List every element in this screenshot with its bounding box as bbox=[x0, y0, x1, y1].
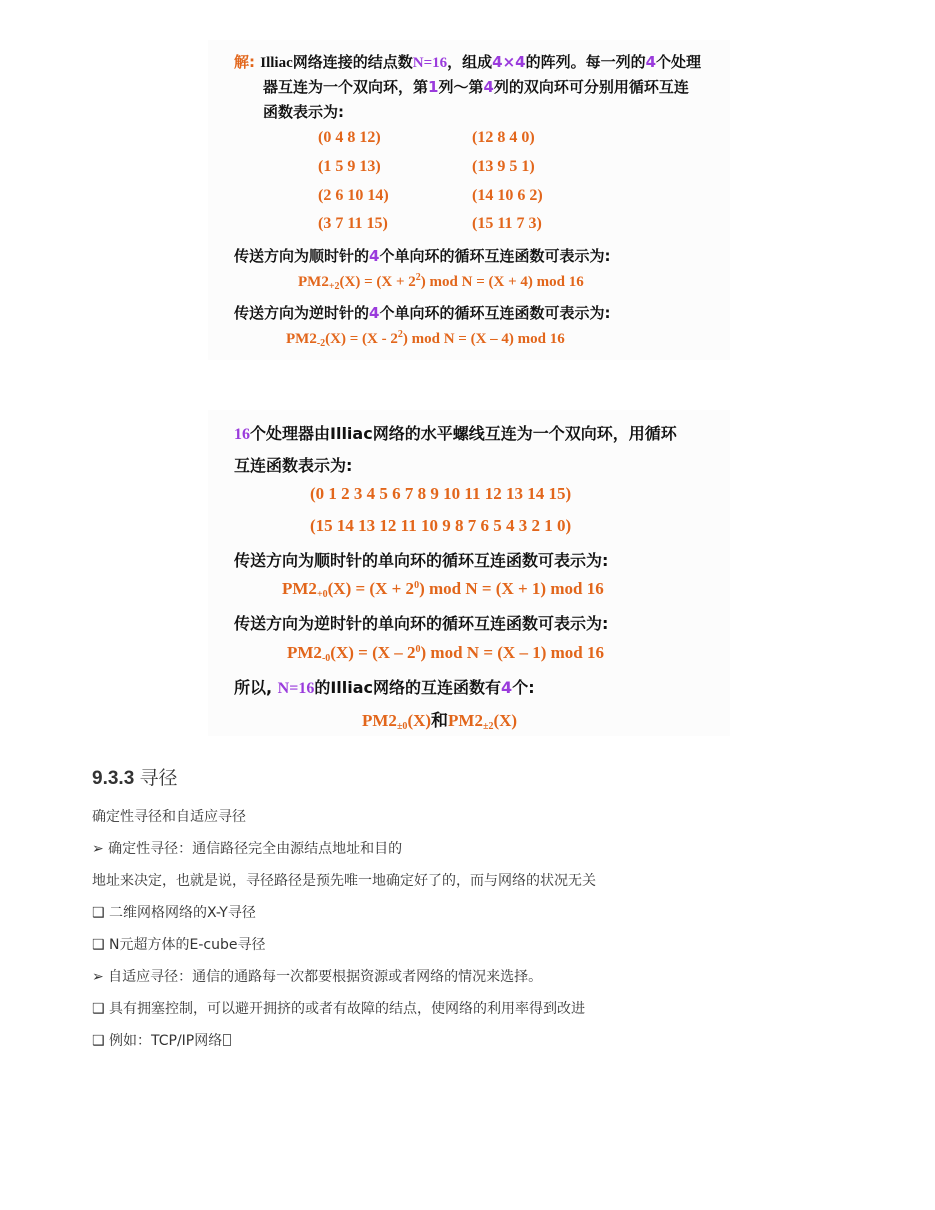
concl-four: 4 bbox=[501, 678, 513, 697]
s2-f2-name: PM2 bbox=[287, 643, 322, 662]
f2-name: PM2 bbox=[286, 331, 317, 347]
final-sub-b: ±2 bbox=[482, 721, 494, 732]
intro-text-c: 的阵列。每一列的 bbox=[525, 53, 646, 71]
cw-four: 4 bbox=[369, 247, 380, 265]
s2-f1-sub: +0 bbox=[316, 589, 328, 600]
cw-text-a: 传送方向为顺时针的 bbox=[234, 247, 370, 265]
concl-text-c: 个: bbox=[512, 678, 535, 697]
s2-f1-name: PM2 bbox=[282, 579, 317, 598]
body-line-0: 确定性寻径和自适应寻径 bbox=[92, 809, 246, 825]
section-heading bbox=[92, 763, 178, 790]
clockwise-heading bbox=[234, 245, 610, 266]
f1-sup: 2 bbox=[415, 272, 421, 283]
spiral-clockwise-heading: 传送方向为顺时针的单向环的循环互连函数可表示为: bbox=[234, 551, 609, 570]
ccw-four: 4 bbox=[369, 304, 380, 322]
intro-text-a: Illiac网络连接的结点数 bbox=[260, 55, 413, 71]
cycle-left-3: (3 7 11 15) bbox=[318, 215, 388, 232]
body-line-6: ❑ 具有拥塞控制，可以避开拥挤的或者有故障的结点，使网络的利用率得到改进 bbox=[92, 1001, 585, 1017]
slide-image-illiac-columns bbox=[208, 40, 730, 360]
intro-line-3: 函数表示为: bbox=[263, 103, 344, 121]
ccw-text-a: 传送方向为逆时针的 bbox=[234, 304, 370, 322]
cycle-right-0: (12 8 4 0) bbox=[472, 129, 535, 146]
spiral-cycle-forward: (0 1 2 3 4 5 6 7 8 9 10 11 12 13 14 15) bbox=[310, 484, 572, 503]
f1-name: PM2 bbox=[298, 274, 329, 290]
body-line-5: ➢ 自适应寻径：通信的通路每一次都要根据资源或者网络的情况来选择。 bbox=[92, 969, 543, 985]
line2-one: 1 bbox=[428, 78, 439, 96]
solution-label: 解: bbox=[234, 53, 255, 71]
spiral-counterclockwise-heading: 传送方向为逆时针的单向环的循环互连函数可表示为: bbox=[234, 614, 609, 633]
intro-grid-size: 4×4 bbox=[492, 53, 526, 71]
s2-f1-part-b: ) mod N = (X + 1) mod 16 bbox=[419, 579, 604, 598]
s2-f1-part-a: (X) = (X + 2 bbox=[327, 579, 415, 598]
spiral-cycle-backward: (15 14 13 12 11 10 9 8 7 6 5 4 3 2 1 0) bbox=[310, 516, 572, 535]
intro-four: 4 bbox=[645, 53, 657, 71]
f1-part-a: (X) = (X + 2 bbox=[339, 274, 416, 290]
final-x-a: (X) bbox=[407, 711, 432, 730]
conclusion-line bbox=[234, 675, 535, 698]
final-functions bbox=[362, 706, 517, 731]
body-line-7 bbox=[92, 1030, 231, 1050]
cycle-right-3: (15 11 7 3) bbox=[472, 215, 542, 232]
line2-text-c: 列的双向环可分别用循环互连 bbox=[493, 78, 689, 96]
intro-line-1 bbox=[234, 51, 701, 72]
body-line-3: ❑ 二维网格网络的X-Y寻径 bbox=[92, 905, 256, 921]
body-line-4: ❑ N元超方体的E-cube寻径 bbox=[92, 937, 266, 953]
final-pm2-a: PM2 bbox=[362, 711, 397, 730]
body-line-2: 地址来决定，也就是说，寻径路径是预先唯一地确定好了的，而与网络的状况无关 bbox=[92, 873, 596, 889]
intro-text-b: ，组成 bbox=[447, 53, 493, 71]
s2-f2-sup: 0 bbox=[415, 644, 421, 655]
f1-sub: +2 bbox=[328, 281, 340, 292]
counterclockwise-heading bbox=[234, 302, 610, 323]
formula-pm2-minus2 bbox=[286, 331, 565, 348]
line2-text-b: 列～第 bbox=[438, 78, 484, 96]
concl-n-value: N=16 bbox=[277, 680, 315, 697]
intro-line-2 bbox=[263, 76, 689, 97]
f2-part-a: (X) = (X - 2 bbox=[325, 331, 398, 347]
s2-f2-part-a: (X) = (X – 2 bbox=[330, 643, 416, 662]
line2-text-a: 器互连为一个双向环，第 bbox=[263, 78, 429, 96]
ccw-text-b: 个单向环的循环互连函数可表示为: bbox=[379, 304, 611, 322]
concl-text-a: 所以, bbox=[234, 678, 273, 697]
formula-pm2-minus0 bbox=[287, 643, 604, 663]
spiral-line-1 bbox=[234, 421, 677, 444]
spiral-line-2: 互连函数表示为: bbox=[234, 456, 353, 475]
intro-n-value: N=16 bbox=[412, 55, 448, 71]
line2-four: 4 bbox=[483, 78, 494, 96]
spiral-text: 个处理器由Illiac网络的水平螺线互连为一个双向环，用循环 bbox=[250, 424, 677, 443]
cycle-right-2: (14 10 6 2) bbox=[472, 187, 543, 204]
f2-part-b: ) mod N = (X – 4) mod 16 bbox=[402, 331, 565, 347]
s2-f2-part-b: ) mod N = (X – 1) mod 16 bbox=[420, 643, 604, 662]
formula-pm2-plus2 bbox=[298, 274, 584, 291]
final-and: 和 bbox=[431, 711, 449, 730]
concl-text-b: 的Illiac网络的互连函数有 bbox=[314, 678, 502, 697]
f2-sub: -2 bbox=[316, 338, 326, 349]
final-x-b: (X) bbox=[493, 711, 518, 730]
s2-f2-sub: -0 bbox=[321, 653, 331, 664]
f2-sup: 2 bbox=[397, 329, 403, 340]
intro-text-d: 个处理 bbox=[656, 53, 702, 71]
cycle-left-1: (1 5 9 13) bbox=[318, 158, 381, 175]
cw-text-b: 个单向环的循环互连函数可表示为: bbox=[379, 247, 611, 265]
final-sub-a: ±0 bbox=[396, 721, 408, 732]
missing-glyph-icon bbox=[223, 1034, 231, 1046]
cycle-right-1: (13 9 5 1) bbox=[472, 158, 535, 175]
body-line-7-text: ❑ 例如：TCP/IP网络 bbox=[92, 1033, 223, 1049]
section-title: 寻径 bbox=[139, 768, 178, 789]
s2-f1-sup: 0 bbox=[414, 580, 420, 591]
spiral-num: 16 bbox=[234, 426, 250, 443]
cycle-left-0: (0 4 8 12) bbox=[318, 129, 381, 146]
cycle-left-2: (2 6 10 14) bbox=[318, 187, 389, 204]
f1-part-b: ) mod N = (X + 4) mod 16 bbox=[420, 274, 584, 290]
slide-image-illiac-spiral bbox=[208, 410, 730, 736]
formula-pm2-plus0 bbox=[282, 579, 604, 599]
section-number: 9.3.3 bbox=[92, 768, 135, 789]
final-pm2-b: PM2 bbox=[448, 711, 483, 730]
body-line-1: ➢ 确定性寻径：通信路径完全由源结点地址和目的 bbox=[92, 841, 403, 857]
